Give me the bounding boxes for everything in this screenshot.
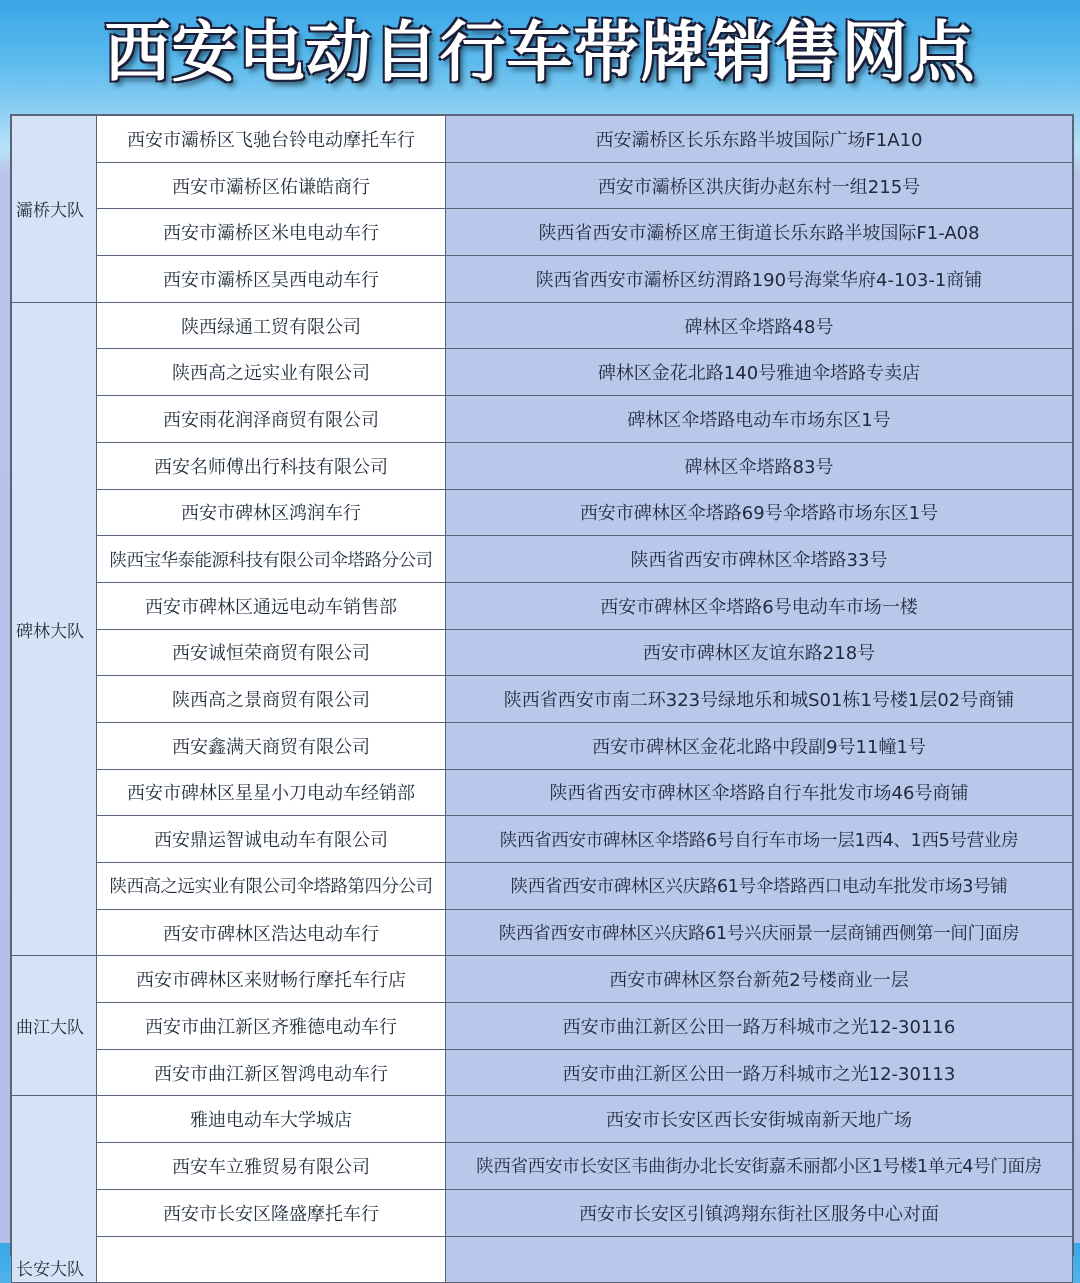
- dealer-address-cell: 碑林区金花北路140号雅迪伞塔路专卖店: [446, 349, 1073, 396]
- dealer-address-cell: 西安市曲江新区公田一路万科城市之光12-30113: [446, 1049, 1073, 1096]
- dealer-address-cell: 西安市碑林区祭台新苑2号楼商业一层: [446, 956, 1073, 1003]
- dealer-address-cell: 西安市碑林区友谊东路218号: [446, 629, 1073, 676]
- brigade-cell: 长安大队: [12, 1096, 97, 1283]
- dealer-name-cell: 西安鼎运智诚电动车有限公司: [97, 816, 446, 863]
- dealer-address-cell: 碑林区伞塔路83号: [446, 442, 1073, 489]
- dealer-address-cell: 西安市碑林区伞塔路69号伞塔路市场东区1号: [446, 489, 1073, 536]
- dealer-name-cell: 西安名师傅出行科技有限公司: [97, 442, 446, 489]
- table-row: [12, 1143, 1073, 1190]
- dealer-address-cell: [446, 1236, 1073, 1283]
- dealer-address-cell: 陕西省西安市碑林区伞塔路6号自行车市场一层1西4、1西5号营业房: [446, 816, 1073, 863]
- dealer-address-cell: 陕西省西安市碑林区兴庆路61号兴庆丽景一层商铺西侧第一间门面房: [446, 909, 1073, 956]
- dealer-table-container: [10, 114, 1074, 1281]
- dealer-address-cell: 陕西省西安市碑林区伞塔路自行车批发市场46号商铺: [446, 769, 1073, 816]
- page-title: 西安电动自行车带牌销售网点: [104, 14, 976, 91]
- table-row: [12, 1003, 1073, 1050]
- table-row: [12, 863, 1073, 910]
- dealer-name-cell: 雅迪电动车大学城店: [97, 1096, 446, 1143]
- dealer-name-cell: 西安市碑林区星星小刀电动车经销部: [97, 769, 446, 816]
- dealer-name-cell: 西安市灞桥区昊西电动车行: [97, 256, 446, 303]
- dealer-address-cell: 西安市灞桥区洪庆街办赵东村一组215号: [446, 162, 1073, 209]
- dealer-name-cell: 西安鑫满天商贸有限公司: [97, 722, 446, 769]
- table-row: [12, 162, 1073, 209]
- dealer-name-cell: 西安市碑林区浩达电动车行: [97, 909, 446, 956]
- dealer-address-cell: 碑林区伞塔路电动车市场东区1号: [446, 396, 1073, 443]
- dealer-name-cell: 陕西高之远实业有限公司: [97, 349, 446, 396]
- dealer-name-cell: 西安市曲江新区智鸿电动车行: [97, 1049, 446, 1096]
- table-row: [12, 1236, 1073, 1283]
- table-row: [12, 256, 1073, 303]
- dealer-name-cell: [97, 1236, 446, 1283]
- dealer-name-cell: 西安车立雅贸易有限公司: [97, 1143, 446, 1190]
- table-row: [12, 722, 1073, 769]
- brigade-cell: 碑林大队: [12, 302, 97, 956]
- dealer-table: [11, 115, 1073, 1283]
- dealer-name-cell: 西安市灞桥区米电电动车行: [97, 209, 446, 256]
- dealer-name-cell: 西安市碑林区通远电动车销售部: [97, 582, 446, 629]
- table-row: [12, 302, 1073, 349]
- table-row: [12, 582, 1073, 629]
- dealer-address-cell: 陕西省西安市灞桥区纺渭路190号海棠华府4-103-1商铺: [446, 256, 1073, 303]
- table-row: [12, 676, 1073, 723]
- dealer-name-cell: 西安雨花润泽商贸有限公司: [97, 396, 446, 443]
- dealer-name-cell: 西安市灞桥区飞驰台铃电动摩托车行: [97, 116, 446, 163]
- table-row: [12, 209, 1073, 256]
- dealer-name-cell: 西安市碑林区来财畅行摩托车行店: [97, 956, 446, 1003]
- dealer-address-cell: 西安市长安区西长安街城南新天地广场: [446, 1096, 1073, 1143]
- table-row: [12, 116, 1073, 163]
- dealer-address-cell: 西安市曲江新区公田一路万科城市之光12-30116: [446, 1003, 1073, 1050]
- dealer-table-body: [12, 116, 1073, 1283]
- dealer-name-cell: 西安市曲江新区齐雅德电动车行: [97, 1003, 446, 1050]
- dealer-address-cell: 陕西省西安市长安区韦曲街办北长安街嘉禾丽都小区1号楼1单元4号门面房: [446, 1143, 1073, 1190]
- table-row: [12, 629, 1073, 676]
- brigade-cell: 曲江大队: [12, 956, 97, 1096]
- dealer-name-cell: 西安市灞桥区佑谦皓商行: [97, 162, 446, 209]
- table-row: [12, 1049, 1073, 1096]
- table-row: [12, 489, 1073, 536]
- table-row: [12, 349, 1073, 396]
- dealer-name-cell: 陕西高之景商贸有限公司: [97, 676, 446, 723]
- dealer-address-cell: 西安市长安区引镇鸿翔东街社区服务中心对面: [446, 1189, 1073, 1236]
- dealer-address-cell: 西安灞桥区长乐东路半坡国际广场F1A10: [446, 116, 1073, 163]
- dealer-name-cell: 陕西高之远实业有限公司伞塔路第四分公司: [97, 863, 446, 910]
- dealer-name-cell: 西安市长安区隆盛摩托车行: [97, 1189, 446, 1236]
- dealer-address-cell: 陕西省西安市碑林区兴庆路61号伞塔路西口电动车批发市场3号铺: [446, 863, 1073, 910]
- dealer-address-cell: 陕西省西安市碑林区伞塔路33号: [446, 536, 1073, 583]
- table-row: [12, 909, 1073, 956]
- dealer-name-cell: 陕西宝华泰能源科技有限公司伞塔路分公司: [97, 536, 446, 583]
- table-row: [12, 769, 1073, 816]
- table-row: [12, 1189, 1073, 1236]
- brigade-cell: 灞桥大队: [12, 116, 97, 303]
- dealer-address-cell: 西安市碑林区金花北路中段副9号11幢1号: [446, 722, 1073, 769]
- dealer-name-cell: 陕西绿通工贸有限公司: [97, 302, 446, 349]
- table-row: [12, 442, 1073, 489]
- dealer-address-cell: 陕西省西安市灞桥区席王街道长乐东路半坡国际F1-A08: [446, 209, 1073, 256]
- dealer-address-cell: 西安市碑林区伞塔路6号电动车市场一楼: [446, 582, 1073, 629]
- table-row: [12, 536, 1073, 583]
- table-row: [12, 1096, 1073, 1143]
- table-row: [12, 956, 1073, 1003]
- dealer-name-cell: 西安市碑林区鸿润车行: [97, 489, 446, 536]
- table-row: [12, 396, 1073, 443]
- dealer-name-cell: 西安诚恒荣商贸有限公司: [97, 629, 446, 676]
- table-row: [12, 816, 1073, 863]
- dealer-address-cell: 陕西省西安市南二环323号绿地乐和城S01栋1号楼1层02号商铺: [446, 676, 1073, 723]
- dealer-address-cell: 碑林区伞塔路48号: [446, 302, 1073, 349]
